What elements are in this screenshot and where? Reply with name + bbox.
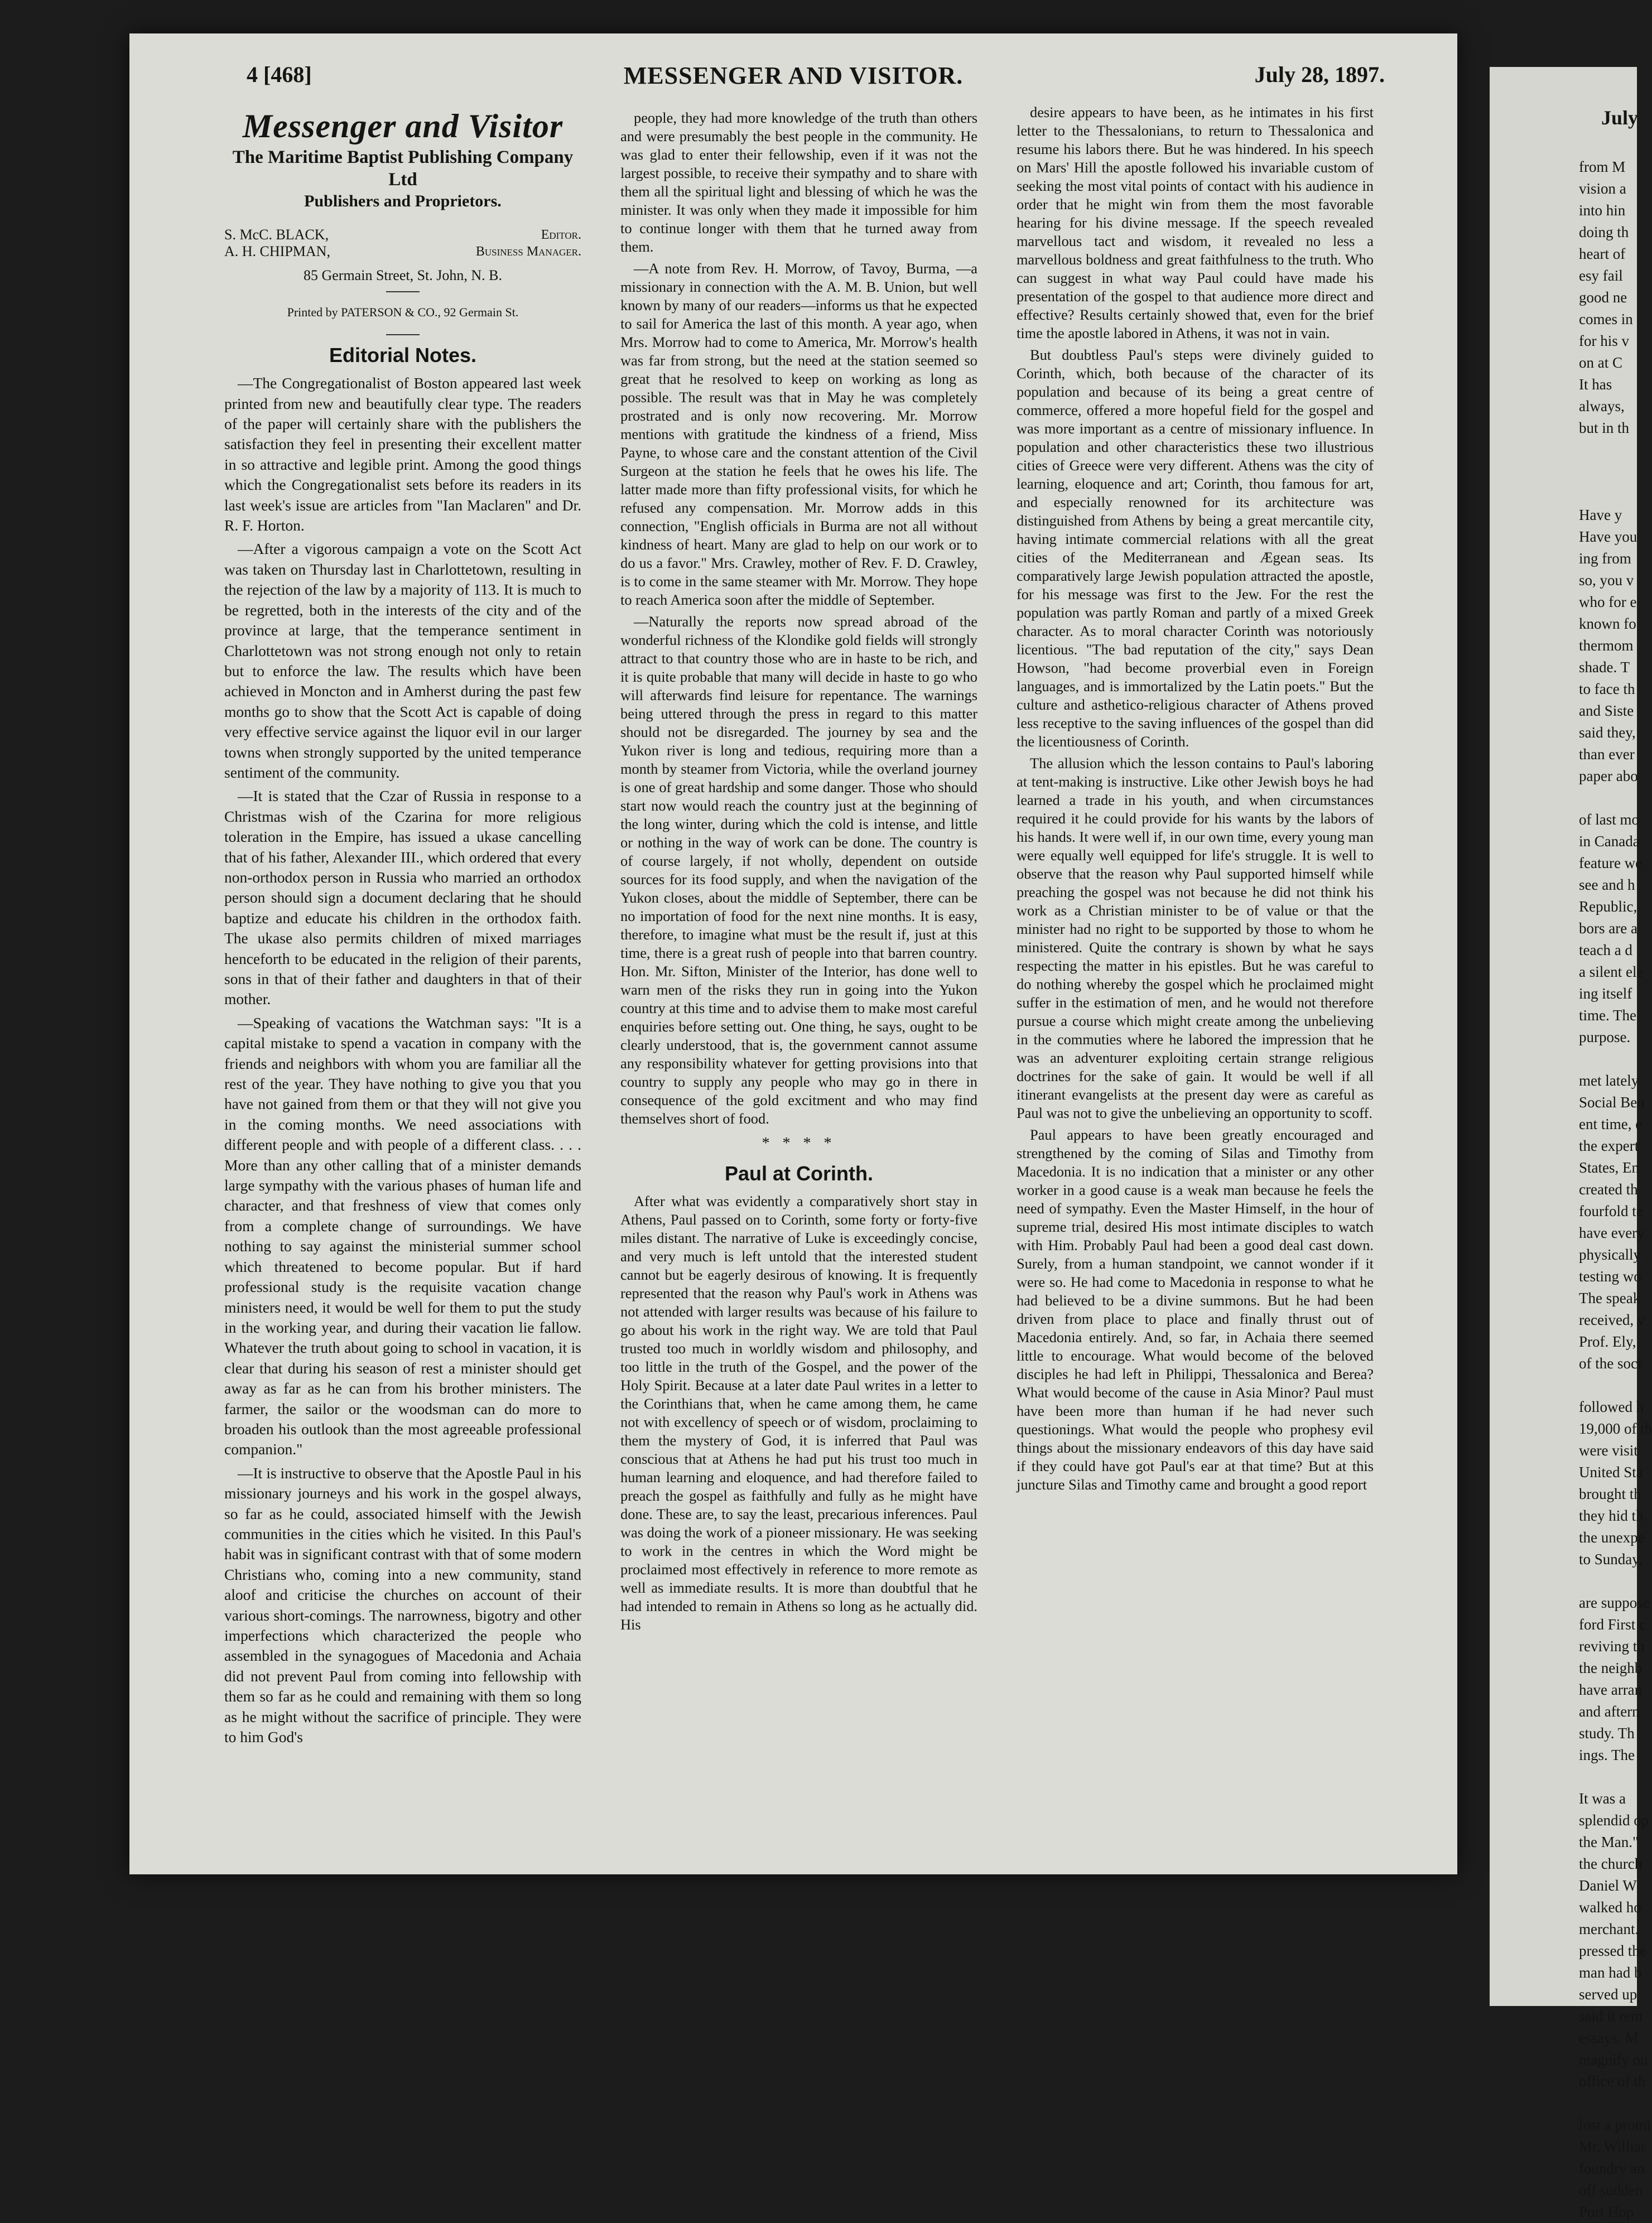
facing-page-line: they hid th (1579, 1507, 1644, 1524)
facing-page-line: Prof. Ely, (1579, 1333, 1636, 1350)
facing-page-line: to face th (1579, 681, 1635, 697)
section-stars: * * * * (762, 1135, 836, 1152)
facing-page-line: to Sunday, (1579, 1551, 1643, 1568)
facing-page-line: have arran (1579, 1681, 1643, 1698)
facing-page-line (1579, 787, 1646, 809)
facing-page-line: on at C (1579, 354, 1622, 371)
staff-role: Business Manager. (475, 244, 581, 259)
staff-name: A. H. CHIPMAN, (224, 243, 330, 259)
facing-page-line: feature we (1579, 855, 1643, 871)
facing-page-line: from M (1579, 158, 1626, 175)
facing-page-line (1579, 1766, 1646, 1788)
facing-page-line: teach a d (1579, 942, 1632, 958)
editorial-notes-heading: Editorial Notes. (329, 343, 477, 367)
facing-page-line: comes in (1579, 311, 1633, 327)
editorial-paragraph: —Speaking of vacations the Watchman says: "It is a capital mistake to spend a vacation in company with the friends and neighbors with whom you are familiar all the rest of the year. They have nothing to give you that you have not gained from them or that they will not give you in the coming months. We need associations with different people and with people of a different class. . . . More than any other calling that of a minister demands large sympathy with the various phases of human life and character, and that freshness of view that comes only from a complete change of surroundings. We have nothing to say against the ministerial summer school which threatened to become popular. But if hard professional study is the requisite vacation change ministers need, it would be well for them to put the study in the working year, and during their vacation lie fallow. Whatever the truth about going to school in vacation, it is clear that during his season of rest a minister should get away as far as he can from his brother ministers. The farmer, the sailor or the woodsman can do more to broaden his outlook than the most agreeable professional companion." (224, 1014, 581, 1458)
masthead-title: Messenger and Visitor (242, 108, 563, 144)
facing-page-line: received, v (1579, 1311, 1645, 1328)
facing-page-line: Republic, (1579, 898, 1637, 915)
facing-page-line: the Man." (1579, 1834, 1639, 1850)
facing-page-line: pressed the (1579, 1942, 1646, 1959)
facing-page-line: the expert (1579, 1137, 1639, 1154)
facing-page-line: fourfold te (1579, 1203, 1643, 1219)
facing-page-line: doing th (1579, 224, 1629, 240)
facing-page-line: Social Ben (1579, 1094, 1645, 1111)
facing-page-line: Daniel W (1579, 1877, 1637, 1894)
editorial-paragraph: —It is stated that the Czar of Russia in response to a Christmas wish of the Czarina for more religious toleration in the Empire, has issued a ukase cancelling that of his father, Alexander III., which ordered that every non-orthodox person in Russia who married an orthodox person should sign a document declaring that he should baptize and educate his children in the orthodox faith. The ukase also permits children of mixed marriages henceforth to be educated in the religion of their parents, sons in that of their father and daughters in that of their mother. (224, 787, 581, 1008)
facing-page-line: the unexpe (1579, 1529, 1645, 1546)
facing-page-line: are suppose (1579, 1594, 1650, 1611)
facing-page-line: heart of (1579, 245, 1626, 262)
facing-page-line: vision a (1579, 180, 1626, 197)
facing-page-line: served up (1579, 1986, 1637, 2003)
column-2 (620, 109, 977, 1637)
editorial-paragraph: —It is instructive to observe that the Apostle Paul in his missionary journeys and his work in the gospel always, so far as he could, associated himself with the Jewish communities in the cities which he visited. In this Paul's habit was in significant contrast with that of some modern Christians who, coming into a new community, stand aloof and criticise the churches on account of their various short-comings. The narrowness, bigotry and other imperfections which characterized the people who assembled in the synagogues of Macedonia and Achaia did not prevent Paul from coming into fellowship with them so far as he could and remaining with them so long as he might without the sacrifice of principle. They were to him God's (224, 1464, 581, 1746)
facing-page-line: see and h (1579, 876, 1635, 893)
page-number: 4 [468] (247, 62, 312, 87)
column-paragraph: people, they had more knowledge of the truth than others and were presumably the best people in the community. He was glad to enter their fellowship, even if it was not the largest possible, to receive their sympathy and to share with them all the spiritual light and blessing of which he was the minister. It was only when they made it impossible for him to continue longer with them that he turned away from them. (620, 109, 977, 255)
column-paragraph: —Naturally the reports now spread abroad of the wonderful richness of the Klondike gold fields will strongly attract to that country those who are in haste to be rich, and it is quite probable that many will decide in haste to go who will afterwards find leisure for repentance. The warnings being uttered through the press in regard to this matter should not be disregarded. The journey by sea and the Yukon river is long and tedious, requiring more than a month by steamer from Victoria, while the overland journey is one of great hardship and some danger. Those who should start now would reach the country just at the beginning of the long winter, during which the cold is intense, and little or nothing in the way of work can be done. The country is of course largely, if not wholly, dependent on outside sources for its food supply, and when the navigation of the Yukon closes, about the middle of September, there can be no importation of food for the next nine months. It is easy, therefore, to imagine what must be the result if, just at this time, there is a great rush of people into that barren country. Hon. Mr. Sifton, Minister of the Interior, has done well to warn men of the risks they run in going into the Yukon country at this time and to advise them to make most careful enquiries before setting out. One thing, he says, ought to be clearly understood, that is, the government cannot assume any responsibility whatever for getting provisions into that country to supply any people who may go in there in consequence of the gold excitment and who may find themselves short of food. (620, 613, 977, 1127)
facing-page-line: good ne (1579, 289, 1627, 306)
facing-page-line: study. Th (1579, 1725, 1635, 1742)
facing-page (1490, 67, 1652, 2220)
facing-page-line: were visit (1579, 1442, 1638, 1459)
column-paragraph: —A note from Rev. H. Morrow, of Tavoy, Burma, —a missionary in connection with the A. M. B. Union, but well known by many of our readers—informs us that he expected to sail for America the last of this month. A year ago, when Mrs. Morrow had to come to America, Mr. Morrow's health was far from strong, but the need at the station seemed so great that he resolved to keep on working as long as possible. The result was that in May he was completely prostrated and is only now recovering. Mr. Morrow mentions with gratitude the kindness of a friend, Miss Payne, to whose care and the constant attention of the Civil Surgeon at the station he feels that he owes his life. The latter made more than fifty professional visits, for which he refused any compensation. Mr. Morrow adds in this connection, "English officials in Burma are not all without kindness of heart. Many are glad to help on our work or to do us a favor." Mrs. Crawley, mother of Rev. F. D. Crawley, is to come in the same steamer with Mr. Morrow. They hope to reach America soon after the middle of September. (620, 260, 977, 608)
article-paragraph: After what was evidently a comparatively short stay in Athens, Paul passed on to Corinth, some forty or forty-five miles distant. The narrative of Luke is exceedingly concise, and very much is left untold that the interested student cannot but be eagerly desirous of knowing. It is frequently represented that the reason why Paul's work in Athens was not attended with larger results was because of his failure to go about his work in the right way. We are told that Paul trusted too much in worldly wisdom and philosophy, and too little in the truth of the Gospel, and the power of the Holy Spirit. Because at a later date Paul writes in a letter to the Corinthians that, when he came among them, he came not with excellency of speech or of wisdom, proclaiming to them the mystery of God, it is inferred that Paul was conscious that at Athens he had put his trust too much in human learning and eloquence, and had therefore failed to preach the gospel as faithfully and fully as he might have done. These are, to say the least, precarious inferences. Paul was doing the work of a pioneer missionary. He was seeking to work in the centres in which the Word might be proclaimed most effectively in reference to more remote as well as immediate results. It is more than doubtful that he had intended to remain in Athens so long as he actually did. His (620, 1192, 977, 1633)
facing-page-line: United Sta (1579, 1464, 1643, 1481)
column-3 (1017, 103, 1374, 1497)
facing-page-line: off sudden (1579, 2182, 1643, 2198)
facing-page-line: and Siste (1579, 702, 1634, 719)
facing-page-line: It has (1579, 376, 1612, 393)
article-heading: Paul at Corinth. (724, 1162, 873, 1185)
facing-page-line: followed h (1579, 1399, 1644, 1415)
facing-page-line: physically (1579, 1246, 1641, 1263)
facing-page-line: walked ho (1579, 1899, 1641, 1916)
facing-page-line: brought th (1579, 1486, 1641, 1502)
facing-page-line (1579, 483, 1646, 504)
facing-page-line: man had b (1579, 1964, 1642, 1981)
facing-page-line: the neighb (1579, 1660, 1643, 1676)
facing-page-line: who for e (1579, 594, 1637, 610)
article-paragraph: But doubtless Paul's steps were divinely guided to Corinth, which, both because of the character of its population and because of its being a great centre of commerce, offered a more hopeful field for the gospel and was more important as a centre of missionary influence. In population and other characteristics these two illustrious cities of Greece were very different. Athens was the city of learning, eloquence and art; Corinth, thou famous for art, and especially renowned for its architecture was distinguished from Athens by being a great mercantile city, having intimate commercial relations with all the great cities of the Mediterranean and Ægean seas. Its comparatively large Jewish population attracted the apostle, for his message was first to the Jew. For the rest the population was partly Roman and partly of a mixed Greek character. As to moral character Corinth was notoriously licentious. "The bad reputation of the city," says Dean Howson, "had become proverbial even in Foreign languages, and is immortalized by the Latin poets." But the culture and asthetico-religious character of Athens proved less receptive to the saving influences of the gospel than did the licentiousness of Corinth. (1017, 346, 1374, 750)
facing-page-line (1579, 1375, 1646, 1396)
facing-page-line: purpose. (1579, 1029, 1631, 1045)
facing-page-line (1579, 1048, 1646, 1070)
facing-page-line: than ever (1579, 746, 1635, 763)
facing-page-line: 19,000 of th (1579, 1420, 1652, 1437)
facing-page-line: a silent ele (1579, 963, 1644, 980)
divider-rule (386, 291, 420, 292)
facing-page-line: ing from (1579, 550, 1631, 567)
facing-page-line: bors are a (1579, 920, 1637, 937)
facing-page-line: known fo (1579, 615, 1636, 632)
facing-page-line: ent time, e (1579, 1116, 1643, 1132)
facing-page-line: in Canada (1579, 833, 1640, 850)
facing-page-line: paper abo (1579, 768, 1638, 784)
facing-page-line: esy fail (1579, 267, 1623, 284)
facing-page-line (1579, 461, 1646, 483)
facing-page-line (1579, 2092, 1646, 2114)
facing-page-line: met lately (1579, 1072, 1639, 1089)
article-paragraph: Paul appears to have been greatly encouraged and strengthened by the coming of Silas and Timothy from Macedonia. It is no indication that a minister or any other worker in a good cause is a weak man because he feels the need of sympathy. Even the Master Himself, in the hour of supreme trial, desired His most intimate disciples to watch with Him. Probably Paul had been a good deal cast down. Surely, from a human standpoint, we cannot wonder if it were so. He had come to Macedonia in response to what he had believed to be a divine summons. But he had been driven from place to place and finally thrust out of Macedonia entirely. And, so far, in Achaia there seemed little to encourage. What would become of the beloved disciples he had left in Philippi, Thessalonica and Berea? What would become of the cause in Asia Minor? Paul must have been more than human if he had never such questionings. What would the people who prophesy evil things about the missionary endeavors of this day have said if they could have got Paul's ear at that time? But at this juncture Silas and Timothy came and brought a good report (1017, 1126, 1374, 1493)
newspaper-title: MESSENGER AND VISITOR. (623, 62, 964, 89)
facing-page-line: ford First c (1579, 1616, 1646, 1633)
facing-page-line: Mr. Williar (1579, 2138, 1646, 2155)
facing-page-line: Port Hop (1579, 2203, 1634, 2220)
facing-page-line: office of th (1579, 2073, 1646, 2090)
facing-page-line: have every (1579, 1224, 1645, 1241)
facing-page-head: July (1601, 107, 1639, 129)
article-paragraph: The allusion which the lesson contains to Paul's laboring at tent-making is instructive. Like other Jewish boys he had learned a trade in his youth, and when circumstances required it he could provide for his wants by the labors of his hands. It were well if, in our own time, every young man were equally well equipped for life's struggle. It is well to observe that the reason why Paul supported himself while preaching the gospel was not because he did not think his work as a Christian minister to be of value or that the minister had no right to be supported by those to whom he ministered. Quite the contrary is shown by what he says respecting the matter in his epistles. But he was careful to do nothing whereby the gospel which he proclaimed might suffer in the estimation of men, and he would not therefore pursue a course which might create among the unbelieving in the commuties where he labored the impression that he was an adventurer exploiting certain strange religious doctrines for the sake of gain. It would be well if all itinerant evangelists at the present day were as careful as Paul was not to give the unbelieving an opportunity to scoff. (1017, 755, 1374, 1121)
facing-page-line: merchant. (1579, 1921, 1639, 1937)
facing-page-line: Have y (1579, 507, 1622, 523)
facing-page-line: into hin (1579, 202, 1626, 219)
facing-page-line: ing itself (1579, 985, 1632, 1002)
facing-page-line: lost a promi (1579, 2116, 1651, 2133)
staff-row (224, 243, 581, 260)
office-address: 85 Germain Street, St. John, N. B. (303, 267, 503, 283)
staff-role: Editor. (541, 228, 581, 242)
facing-page-line: thermom (1579, 637, 1634, 654)
facing-page-line: so, you v (1579, 572, 1634, 589)
facing-page-line: The speak (1579, 1290, 1641, 1306)
facing-page-line: time. The (1579, 1007, 1636, 1024)
facing-page-line: It was a (1579, 1790, 1626, 1807)
column-1 (224, 106, 581, 1751)
facing-page-line: shade. T (1579, 659, 1630, 676)
divider-rule (386, 334, 420, 335)
facing-page-line: always, (1579, 398, 1625, 414)
facing-page-line: but in th (1579, 419, 1630, 436)
masthead (224, 106, 581, 212)
staff-row (224, 226, 581, 243)
newspaper-page (129, 33, 1457, 1874)
facing-page-line: and aftern (1579, 1703, 1640, 1720)
editorial-paragraph: —The Congregationalist of Boston appeared last week printed from new and beautifully clear type. The readers of the paper will certainly share with the publishers the satisfaction they feel in presenting their excellent matter in so attractive and legible print. Among the good things which the Congregationalist sets before its readers in its last week's issue are articles from "Ian Maclaren" and Dr. R. F. Horton. (224, 374, 581, 534)
facing-page-line (1579, 1570, 1646, 1592)
staff-list (224, 226, 581, 260)
facing-page-line: essays. M (1579, 2029, 1639, 2046)
facing-page-line: Have you (1579, 528, 1637, 545)
facing-page-line: created th (1579, 1181, 1638, 1198)
facing-page-line: magnify ou (1579, 2051, 1648, 2068)
facing-page-line: ings. The (1579, 1747, 1635, 1763)
facing-page-line: of the soci (1579, 1355, 1642, 1372)
facing-page-line: foundry an (1579, 2160, 1645, 2177)
facing-page-line (1579, 439, 1646, 461)
issue-date: July 28, 1897. (1254, 62, 1385, 87)
editorial-paragraph: —After a vigorous campaign a vote on the Scott Act was taken on Thursday last in Charlottetown, resulting in the rejection of the law by a majority of 113. It is much to be regretted, both in the interests of the city and of the province at large, that the temperance sentiment in Charlottetown was not strong enough not only to retain but to enforce the law. The results which have been achieved in Moncton and in Amherst during the past few months go to show that the Scott Act is capable of doing very effective service against the liquor evil in our larger towns when strongly supported by the united temperance sentiment of the community. (224, 540, 581, 781)
facing-page-line: said it rem (1579, 2008, 1643, 2024)
staff-name: S. McC. BLACK, (224, 226, 329, 243)
masthead-company: The Maritime Baptist Publishing Company Ltd (232, 147, 574, 190)
facing-page-line: the church (1579, 1855, 1643, 1872)
facing-page-line: of last mo (1579, 811, 1639, 828)
facing-page-line: States, En (1579, 1159, 1639, 1176)
running-head (129, 61, 1457, 100)
facing-page-line: said they, (1579, 724, 1636, 741)
facing-page-line: reviving th (1579, 1638, 1645, 1655)
masthead-publishers: Publishers and Proprietors. (304, 192, 502, 210)
facing-page-line: splendid op (1579, 1812, 1649, 1829)
facing-page-line: testing wo (1579, 1268, 1641, 1285)
printer-credit: Printed by PATERSON & CO., 92 Germain St. (287, 305, 519, 320)
facing-page-line: for his v (1579, 332, 1629, 349)
facing-page-fragments (1579, 156, 1652, 2223)
article-paragraph: desire appears to have been, as he intimates in his first letter to the Thessalonians, to return to Thessalonica and resume his labors there. But he was hindered. In his speech on Mars' Hill the apostle followed his invariable custom of seeking the most vital points of contact with his audience in order that he might win from them the most favorable hearing for his divine message. If the speech revealed marvellous tact and wisdom, it revealed no less a marvellous boldness and great faithfulness to the truth. Who can suggest in what way Paul could have made his presentation of the gospel to that audience more direct and effective? Results certainly showed that, even for the brief time the apostle labored in Athens, it was not in vain. (1017, 104, 1374, 341)
